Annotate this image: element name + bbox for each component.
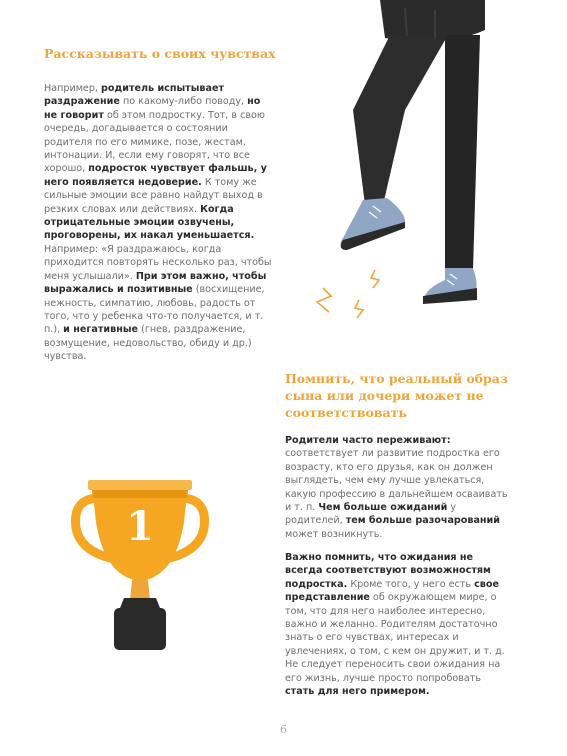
section-body-expectations-1-text: соответствует ли развитие подростка его возрасту, кто его друзья, как он должен выглядеть, чем ему лучше увлекаться, какую профессию в дальнейшем осваивать и т. п. <box>285 448 508 514</box>
section-body-feelings-emphasis: подросток чувствует фальшь, у него появляется недоверие. <box>44 163 267 188</box>
section-body-expectations-2-emphasis: стать для него примером. <box>285 686 430 698</box>
motion-spark-3 <box>355 300 363 318</box>
section-body-expectations-2-text: об окружающем мире, о том, что для него наиболее интересно, важно и желанно. Родителям достаточно знать о его чувствах, интересах и увлечениях, о том, с кем он дружит, и т. д. Не следует переносить свои ожидания на его жизнь, лучше просто попробовать <box>285 592 505 684</box>
standing-leg <box>445 35 480 270</box>
section-body-feelings-text: Например: «Я раздражаюсь, когда приходится повторять несколько раз, чтобы меня услышали». <box>44 243 272 282</box>
section-body-feelings-emphasis: Когда отрицательные эмоции озвучены, проговорены, их накал уменьшается. <box>44 203 255 242</box>
trophy-base <box>114 608 166 650</box>
motion-spark-1 <box>317 288 331 312</box>
section-body-feelings-text: по какому-либо поводу, <box>119 96 248 108</box>
motion-spark-2 <box>371 270 379 288</box>
section-body-feelings-text: об этом подростку. Тот, в свою очередь, догадывается о состоянии родителя по его мимике, позе, жестам, интонации. И, если ему говорят, что все хорошо, <box>44 109 265 175</box>
section-body-feelings-text: Например, <box>44 83 102 94</box>
section-title-feelings: Рассказывать о своих чувствах <box>44 46 276 61</box>
section-body-feelings-text: (восхищение, нежность, симпатию, любовь, радость от того, что у ребенка что-то получается, и т. п.), <box>44 284 265 336</box>
trophy-number: 1 <box>126 503 154 550</box>
section-body-feelings-emphasis: но не говорит <box>44 96 261 121</box>
section-title-expectations: Помнить, что реальный образ сына или дочери может не соответствовать <box>285 371 508 420</box>
section-body-expectations-2-emphasis: Важно помнить, что ожидания не всегда соответствуют возможностям подростка. <box>285 552 491 590</box>
section-body-expectations-1 <box>285 434 513 541</box>
trophy-illustration <box>70 476 210 656</box>
section-body-expectations-1-text: у родителей, <box>285 502 457 527</box>
section-body-expectations-1-emphasis: Родители часто переживают: <box>285 435 451 446</box>
section-body-expectations-2-emphasis: свое представление <box>285 578 499 604</box>
section-body-expectations-1-emphasis: тем больше разочарований <box>345 515 500 527</box>
section-body-expectations-2 <box>285 551 513 698</box>
trophy-stem <box>130 580 150 600</box>
walking-legs-illustration <box>295 0 515 320</box>
section-body-feelings-emphasis: и негативные <box>63 324 139 336</box>
section-body-expectations-1-emphasis: Чем больше ожиданий <box>318 502 448 514</box>
section-body-expectations-1-text: может возникнуть. <box>285 528 383 540</box>
page-number: 6 <box>280 723 287 736</box>
section-body-feelings <box>44 82 272 364</box>
section-body-feelings-emphasis: родитель испытывает раздражение <box>44 83 225 108</box>
section-body-feelings-emphasis: При этом важно, чтобы выражались и позитивные <box>44 270 267 296</box>
section-body-feelings-text: (гнев, раздражение, возмущение, недовольство, обиду и др.) чувства. <box>44 324 252 363</box>
trophy-base-top <box>120 598 160 608</box>
section-body-feelings-text: К тому же сильные эмоции все равно найдут выход в резких словах или действиях. <box>44 176 263 215</box>
stepping-leg <box>353 35 445 205</box>
section-body-expectations-2-text: Кроме того, у него есть <box>347 578 475 590</box>
